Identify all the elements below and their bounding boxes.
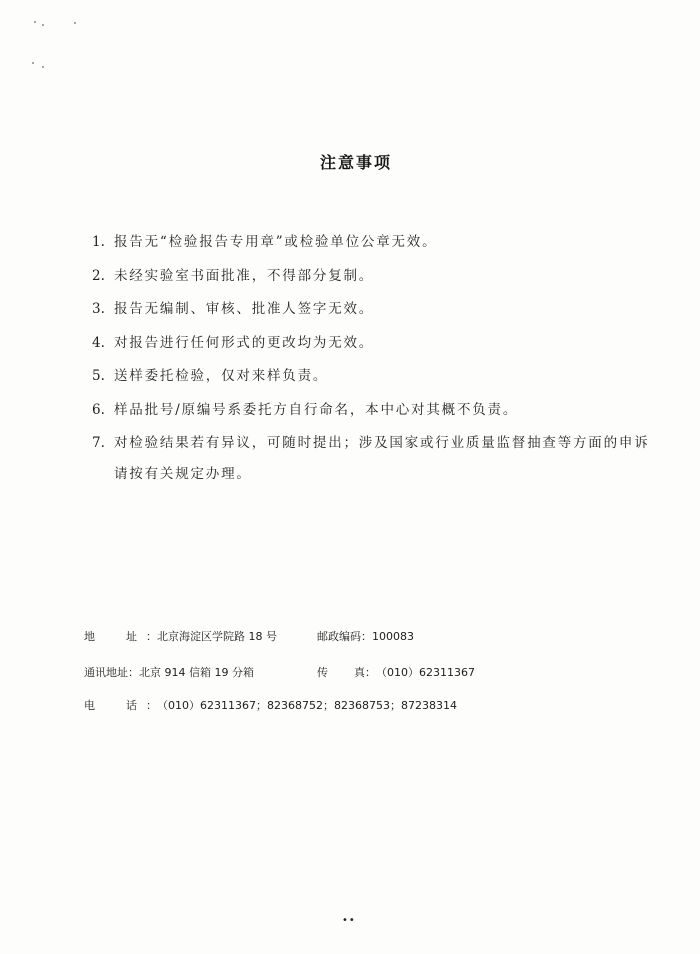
note-text: 对报告进行任何形式的更改均为无效。 — [114, 334, 375, 351]
scan-speck — [32, 62, 34, 64]
phone-value: （010）62311367；82368752；82368753；87238314 — [157, 699, 457, 712]
mail-address-value: 北京 914 信箱 19 分箱 — [139, 666, 254, 679]
list-item — [92, 366, 652, 386]
list-item — [92, 400, 652, 420]
note-text: 未经实验室书面批准，不得部分复制。 — [114, 267, 375, 284]
note-number: 1. — [92, 234, 105, 250]
list-item — [92, 232, 652, 252]
scan-speck — [42, 24, 44, 26]
list-item — [92, 266, 652, 286]
address-value: 北京海淀区学院路 18 号 — [157, 630, 277, 643]
note-text: 送样委托检验，仅对来样负责。 — [114, 368, 329, 384]
postcode-value: 100083 — [372, 630, 414, 643]
postcode-label: 邮政编码 — [317, 630, 361, 643]
scan-speck — [34, 21, 36, 23]
list-item — [92, 333, 652, 353]
postcode-block: 邮政编码：100083 — [317, 630, 414, 643]
contact-row-address: 地 址 ：北京海淀区学院路 18 号 邮政编码：100083 — [84, 630, 414, 643]
contact-row-mail: 通讯地址：北京 914 信箱 19 分箱 传 真 ：（010）62311367 — [84, 666, 475, 679]
list-item — [92, 299, 652, 319]
address-label: 地 址 — [84, 630, 137, 643]
contact-row-phone: 电 话 ：（010）62311367；82368752；82368753；87238314 — [84, 699, 457, 712]
note-text: 对检验结果若有异议，可随时提出；涉及国家或行业质量监督抽查等方面的申诉请按有关规定办理。 — [114, 435, 650, 482]
page-marker: •• — [342, 915, 356, 926]
note-text: 样品批号/原编号系委托方自行命名，本中心对其概不负责。 — [114, 401, 519, 418]
phone-label: 电 话 — [84, 699, 137, 712]
note-number: 3. — [92, 301, 105, 317]
note-number: 6. — [92, 401, 105, 418]
note-number: 2. — [92, 267, 105, 284]
note-number: 5. — [92, 368, 105, 384]
scan-speck — [74, 22, 76, 24]
notes-list — [92, 232, 652, 504]
list-item — [92, 433, 652, 490]
fax-value: （010）62311367 — [376, 666, 475, 679]
fax-label: 传 真 — [317, 666, 365, 679]
note-text: 报告无“检验报告专用章”或检验单位公章无效。 — [114, 234, 438, 250]
page-title: 注意事项 — [319, 153, 392, 172]
note-text: 报告无编制、审核、批准人签字无效。 — [114, 301, 375, 317]
note-number: 7. — [92, 435, 105, 451]
scan-speck — [42, 66, 44, 68]
note-number: 4. — [92, 334, 105, 351]
fax-block: 传 真 ：（010）62311367 — [317, 666, 475, 679]
mail-address-label: 通讯地址 — [84, 666, 128, 679]
